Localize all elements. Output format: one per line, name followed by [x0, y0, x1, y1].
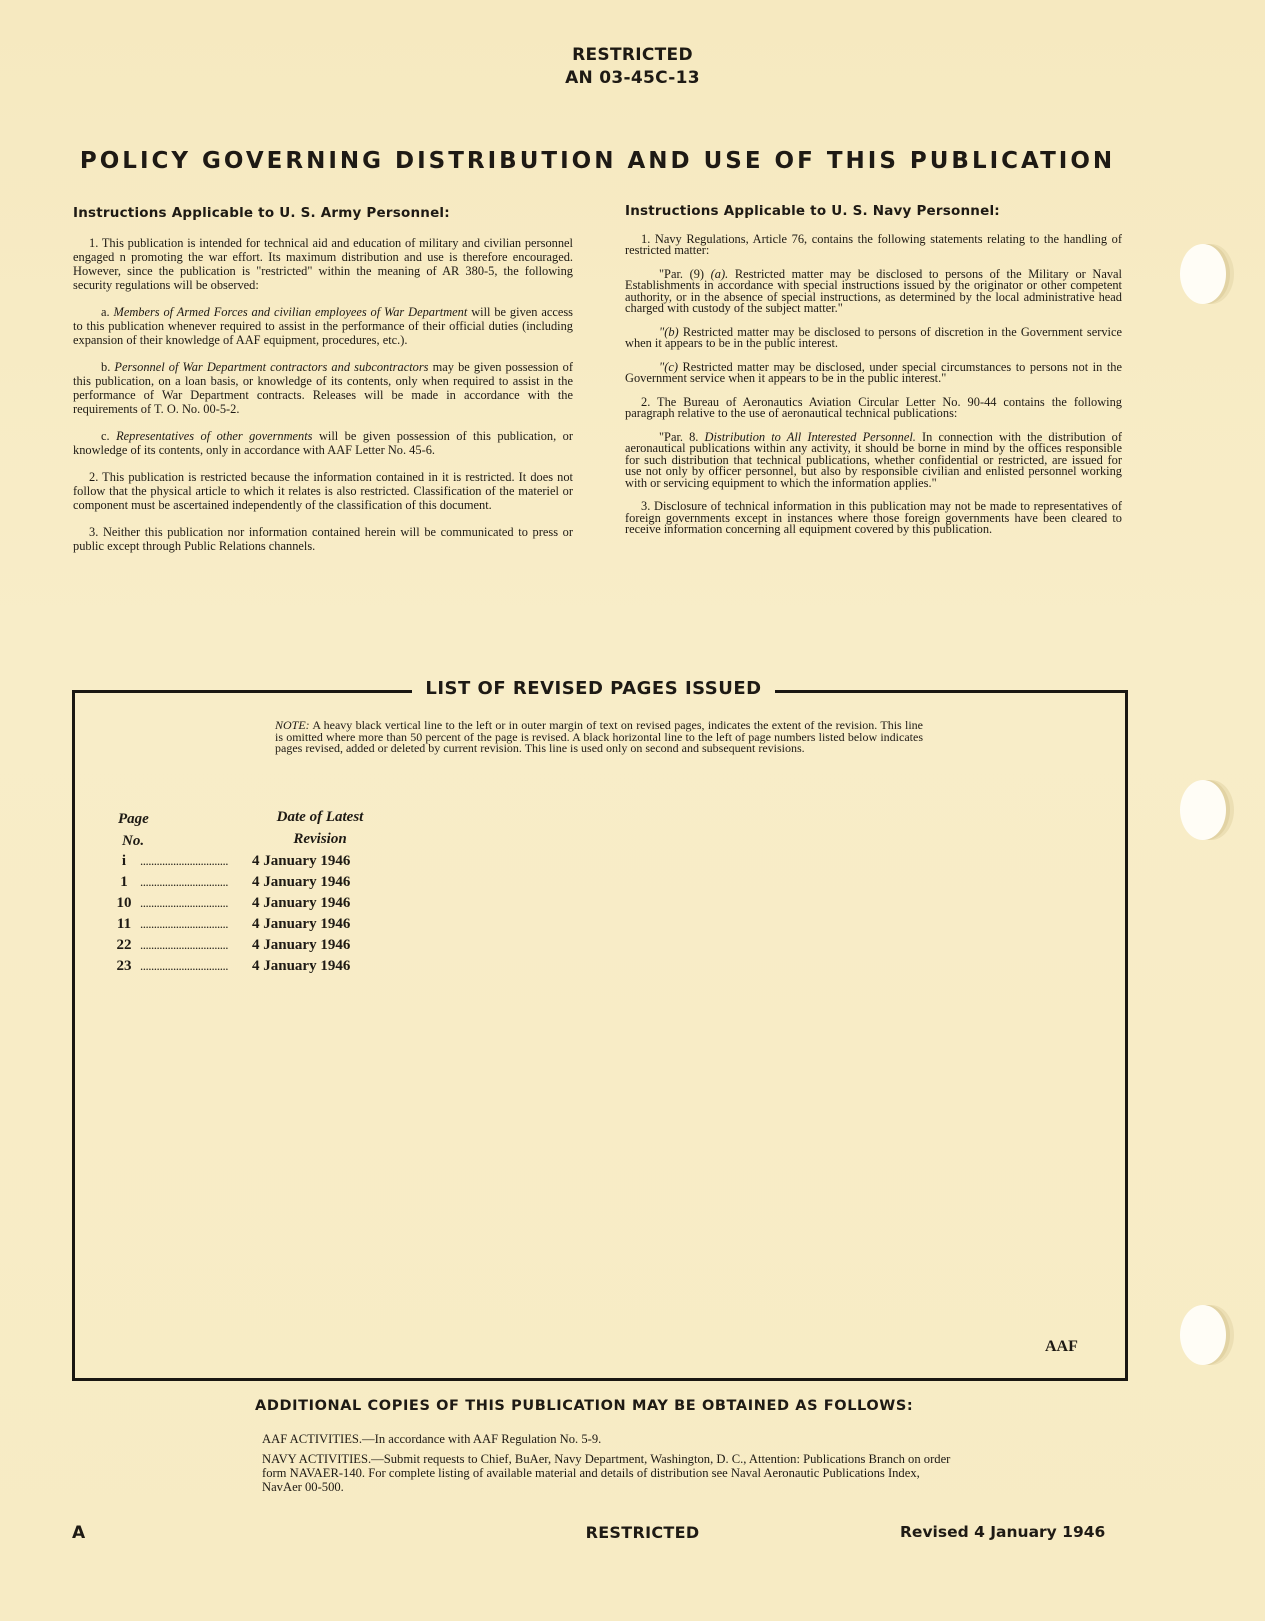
leader-dots: ................................ [140, 853, 228, 868]
revised-pages-title: LIST OF REVISED PAGES ISSUED [425, 678, 762, 699]
row-date: 4 January 1946 [252, 958, 351, 974]
army-para-b-italic: Personnel of War Department contractors and subcontractors [114, 360, 429, 374]
navy-quote-8-prefix: "Par. 8. [659, 429, 699, 444]
row-page: 11 [116, 916, 132, 932]
column-header-date-line1: Date of Latest [276, 809, 364, 825]
table-row [108, 853, 408, 874]
column-header-date-line2: Revision [293, 831, 347, 847]
navy-quote-8-italic: Distribution to All Interested Personnel. [704, 429, 916, 444]
army-para-c-text: will be given possession of this publication, or knowledge of its contents, only in accordance with AAF Letter No. 45-6. [73, 429, 573, 457]
leader-dots: ................................ [140, 874, 228, 889]
revised-pages-list [108, 853, 408, 979]
table-row [108, 874, 408, 895]
navy-quote-a-prefix: "Par. (9) [659, 266, 705, 281]
navy-para-2: 2. The Bureau of Aeronautics Aviation Circular Letter No. 90-44 contains the following paragraph relative to the use of aeronautical technical publications: [625, 394, 1122, 420]
page-title: POLICY GOVERNING DISTRIBUTION AND USE OF THIS PUBLICATION [79, 148, 1116, 174]
navy-para-3: 3. Disclosure of technical information in this publication may not be made to representatives of foreign governments except in instances where those foreign governments have been cleared to receive information concerning all equipment covered by this publication. [625, 499, 1122, 536]
navy-instructions [625, 203, 1122, 548]
navy-quote-c-text: Restricted matter may be disclosed, under special circumstances to persons not in the Government service when it appears to be in the public interest." [625, 359, 1122, 385]
punch-hole-icon [1180, 244, 1226, 304]
leader-dots: ................................ [140, 895, 228, 910]
army-para-3: 3. Neither this publication nor information contained herein will be communicated to press or public except through Public Relations channels. [73, 525, 573, 553]
army-para-a [73, 305, 573, 347]
leader-dots: ................................ [140, 916, 228, 931]
navy-quote-a-text: Restricted matter may be disclosed to persons of the Military or Naval Establishments in accordance with special instructions issued by the originator or other competent authority, or in the absence of special instructions, as determined by the local administrative head charged with custody of the subject matter." [625, 266, 1122, 315]
navy-quote-c-italic: "(c) [659, 359, 678, 374]
army-para-a-label: a. [101, 305, 110, 319]
army-para-a-italic: Members of Armed Forces and civilian employees of War Department [113, 305, 468, 319]
row-page: 1 [120, 874, 128, 890]
note-label: NOTE: [275, 718, 310, 732]
column-header-page-line1: Page [118, 811, 149, 827]
army-heading: Instructions Applicable to U. S. Army Personnel: [73, 205, 450, 221]
navy-quote-b-italic: "(b) [659, 324, 679, 339]
row-date: 4 January 1946 [252, 874, 351, 890]
leader-dots: ................................ [140, 958, 228, 973]
row-date: 4 January 1946 [252, 853, 351, 869]
row-page: 10 [116, 895, 132, 911]
leader-dots: ................................ [140, 937, 228, 952]
navy-quote-a-italic: (a). [710, 266, 729, 281]
column-header-page-line2: No. [122, 833, 145, 849]
navy-quote-a [625, 266, 1122, 315]
navy-quote-8 [625, 429, 1122, 490]
army-instructions [73, 206, 573, 566]
row-date: 4 January 1946 [252, 895, 351, 911]
punch-hole-icon [1180, 780, 1226, 840]
column-header-page [118, 808, 149, 852]
revised-pages-box [72, 690, 1128, 1381]
navy-quote-b-text: Restricted matter may be disclosed to persons of discretion in the Government service when it appears to be in the public interest. [625, 324, 1122, 350]
table-row [108, 916, 408, 937]
navy-quote-c [625, 359, 1122, 385]
army-para-b-label: b. [101, 360, 111, 374]
additional-copies-heading: ADDITIONAL COPIES OF THIS PUBLICATION MAY BE OBTAINED AS FOLLOWS: [255, 1398, 914, 1414]
row-page: 22 [116, 937, 132, 953]
header-doc-number: AN 03-45C-13 [565, 68, 700, 88]
navy-quote-8-text: In connection with the distribution of aeronautical publications within any activity, it should be borne in mind by the offices responsible for such distribution that technical publications, whether confidential or restricted, are issued for use not only by officer personnel, but also by responsible civilian and enlisted personnel working with or servicing equipment to which the information applies." [625, 429, 1122, 490]
revision-note [275, 720, 923, 755]
footer-page-letter: A [72, 1523, 86, 1543]
table-row [108, 958, 408, 979]
army-para-1: 1. This publication is intended for technical aid and education of military and civilian personnel engaged n promoting the war effort. Its maximum distribution and use is therefore encouraged. However, since the publication is "restricted" within the meaning of AR 380-5, the following security regulations will be observed: [73, 236, 573, 292]
army-para-c-label: c. [101, 429, 110, 443]
table-row [108, 895, 408, 916]
row-page: i [121, 853, 127, 869]
navy-heading: Instructions Applicable to U. S. Navy Personnel: [625, 203, 1000, 219]
row-date: 4 January 1946 [252, 916, 351, 932]
row-page: 23 [116, 958, 132, 974]
column-header-date [260, 806, 380, 850]
header-classification: RESTRICTED [572, 45, 693, 65]
navy-quote-b [625, 324, 1122, 350]
row-date: 4 January 1946 [252, 937, 351, 953]
navy-para-1: 1. Navy Regulations, Article 76, contains the following statements relating to the handling of restricted matter: [625, 231, 1122, 257]
army-para-c [73, 429, 573, 457]
aaf-activities: AAF ACTIVITIES.—In accordance with AAF Regulation No. 5-9. [262, 1432, 602, 1446]
army-para-b [73, 360, 573, 416]
table-row [108, 937, 408, 958]
aaf-mark: AAF [1045, 1338, 1078, 1355]
note-text: A heavy black vertical line to the left or in outer margin of text on revised pages, indicates the extent of the revision. This line is omitted where more than 50 percent of the page is revised. A black horizontal line to the left of page numbers listed below indicates pages revised, added or deleted by current revision. This line is used only on second and subsequent revisions. [275, 718, 923, 755]
footer-revised-date: Revised 4 January 1946 [900, 1523, 1106, 1541]
army-para-b-text: may be given possession of this publication, on a loan basis, or knowledge of its contents, only when required to assist in the performance of War Department contracts. Releases will be made in accordance with the requirements of T. O. No. 00-5-2. [73, 360, 573, 416]
army-para-2: 2. This publication is restricted because the information contained in it is restricted. It does not follow that the physical article to which it relates is also restricted. Classification of the materiel or component must be ascertained independently of the classification of this document. [73, 470, 573, 512]
navy-activities: NAVY ACTIVITIES.—Submit requests to Chief, BuAer, Navy Department, Washington, D. C., Attention: Publications Branch on order form NAVAER-140. For complete listing of available material and details of distribution see Naval Aeronautic Publications Index, NavAer 00-500. [262, 1452, 951, 1494]
footer-classification: RESTRICTED [585, 1523, 700, 1542]
army-para-c-italic: Representatives of other governments [116, 429, 313, 443]
army-para-a-text: will be given access to this publication whenever required to assist in the performance of their official duties (including expansion of their knowledge of AAF equipment, procedures, etc.). [73, 305, 573, 347]
punch-hole-icon [1180, 1305, 1226, 1365]
